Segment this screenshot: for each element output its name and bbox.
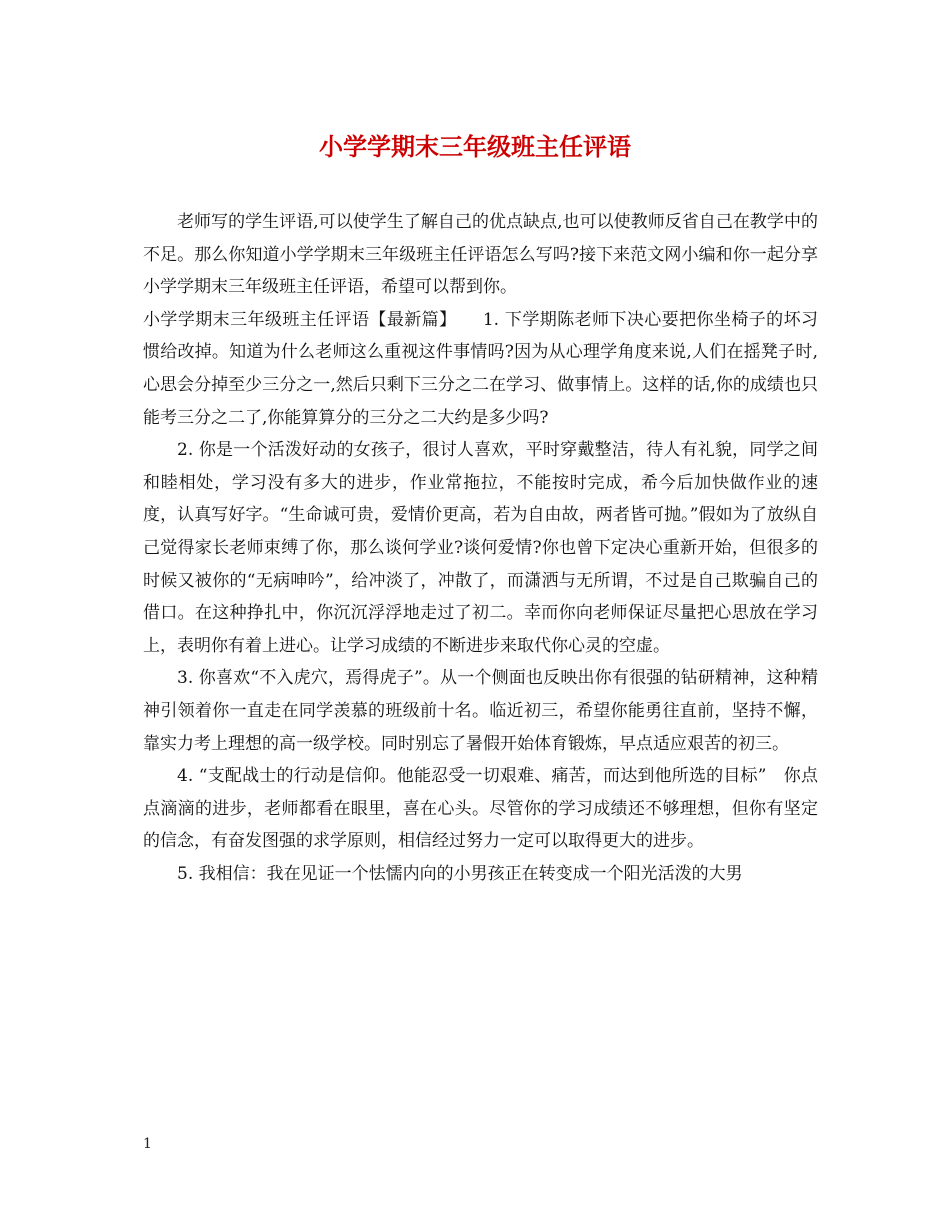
comment-item-3: 3. 你喜欢“不入虎穴，焉得虎子”。从一个侧面也反映出你有很强的钻研精神，这种精神引领着你一直走在同学羡慕的班级前十名。临近初三，希望你能勇往直前，坚持不懈，靠实力考上理想的高一级学校。同时别忘了暑假开始体育锻炼，早点适应艰苦的初三。 bbox=[143, 668, 818, 754]
intro-paragraph: 老师写的学生评语,可以使学生了解自己的优点缺点,也可以使教师反省自己在教学中的不足。那么你知道小学学期末三年级班主任评语怎么写吗?接下来范文网小编和你一起分享小学学期末三年级班主任评语，希望可以帮到你。 bbox=[143, 212, 818, 298]
comment-item-4: 4. “支配战士的行动是信仰。他能忍受一切艰难、痛苦，而达到他所选的目标” 你点点滴滴的进步，老师都看在眼里，喜在心头。尽管你的学习成绩还不够理想，但你有坚定的信念，有奋发图强的求学原则，相信经过努力一定可以取得更大的进步。 bbox=[143, 766, 818, 852]
comment-item-2: 2. 你是一个活泼好动的女孩子，很讨人喜欢，平时穿戴整洁，待人有礼貌，同学之间和睦相处，学习没有多大的进步，作业常拖拉，不能按时完成，希今后加快做作业的速度，认真写好字。“生命诚可贵，爱情价更高，若为自由故，两者皆可抛。”假如为了放纵自己觉得家长老师束缚了你，那么谈何学业?谈何爱情?你也曾下定决心重新开始，但很多的时候又被你的“无病呻吟”，给冲淡了，冲散了，而潇洒与无所谓，不过是自己欺骗自己的借口。在这种挣扎中，你沉沉浮浮地走过了初二。幸而你向老师保证尽量把心思放在学习上，表明你有着上进心。让学习成绩的不断进步来取代你心灵的空虚。 bbox=[143, 440, 818, 656]
section-heading-paragraph: 小学学期末三年级班主任评语【最新篇】 1. 下学期陈老师下决心要把你坐椅子的坏习惯给改掉。知道为什么老师这么重视这件事情吗?因为从心理学角度来说,人们在摇凳子时,心思会分掉至少三分之一,然后只剩下三分之二在学习、做事情上。这样的话,你的成绩也只能考三分之二了,你能算算分的三分之二大约是多少吗? bbox=[143, 309, 818, 428]
page-number: 1 bbox=[143, 1136, 152, 1152]
comment-item-5: 5. 我相信：我在见证一个怯懦内向的小男孩正在转变成一个阳光活泼的大男 bbox=[177, 863, 743, 884]
document-title: 小学学期末三年级班主任评语 bbox=[319, 132, 631, 161]
document-body bbox=[143, 206, 818, 890]
